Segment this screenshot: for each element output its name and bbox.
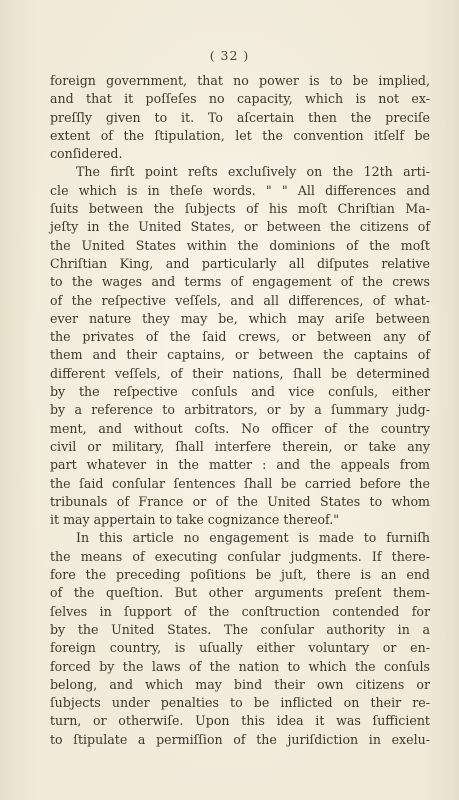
text-line: it may appertain to take cognizance thereof." [50, 512, 340, 528]
text-line: preſſly given to it. To aſcertain then the preciſe [50, 109, 430, 125]
text-line: of the reſpective veſſels, and all differences, of what- [50, 292, 430, 308]
text-line: the ſaid conſular ſentences ſhall be carried before the [50, 475, 430, 491]
text-line: turn, or otherwiſe. Upon this idea it was ſufficient [50, 713, 430, 729]
text-line: and that it poſſeſes no capacity, which is not ex- [50, 91, 430, 107]
text-line: them and their captains, or between the captains of [50, 347, 430, 363]
text-line: by the United States. The conſular authority in a [50, 621, 430, 637]
text-line: In this article no engagement is made to furniſh [76, 530, 430, 546]
text-line: foreign government, that no power is to be implied, [50, 73, 430, 88]
text-line: ſubjects under penalties to be inflicted on their re- [50, 695, 430, 711]
text-line: the means of executing conſular judgments. If there- [50, 548, 430, 564]
text-line: civil or military, ſhall interfere therein, or take any [50, 438, 430, 454]
text-line: belong, and which may bind their own citizens or [50, 676, 430, 692]
text-line: to the wages and terms of engagement of the crews [50, 274, 430, 290]
text-line: the privates of the ſaid crews, or between any of [50, 329, 430, 345]
text-line: tribunals of France or of the United States to whom [50, 493, 430, 509]
text-line: The firſt point reſts excluſively on the 12th arti- [76, 164, 430, 180]
text-line: extent of the ſtipulation, let the convention itſelf be [50, 127, 430, 143]
text-line: by a reference to arbitrators, or by a ſummary judg- [50, 402, 430, 418]
text-line: the United States within the dominions of the moſt [50, 237, 430, 253]
text-line: to ſtipulate a permiſſion of the juriſdiction in exelu- [50, 731, 430, 747]
text-line: of the queſtion. But other arguments preſent them- [50, 585, 430, 601]
page-number: ( 32 ) [209, 48, 250, 63]
body-text [50, 72, 430, 749]
text-line: jeſty in the United States, or between the citizens of [50, 219, 430, 235]
text-line: Chriſtian King, and particularly all diſputes relative [50, 255, 430, 271]
text-line: ment, and without coſts. No officer of the country [50, 420, 430, 436]
text-line: fore the preceding poſitions be juſt, there is an end [50, 567, 430, 583]
text-line: cle which is in theſe words. " " All differences and [50, 182, 430, 198]
text-line: ſuits between the ſubjects of his moſt Chriſtian Ma- [50, 201, 430, 217]
text-line: different veſſels, of their nations, ſhall be determined [50, 365, 430, 381]
text-line: ever nature they may be, which may ariſe between [50, 310, 430, 326]
text-line: forced by the laws of the nation to which the conſuls [50, 658, 430, 674]
text-line: part whatever in the matter : and the appeals from [50, 457, 430, 473]
text-line: by the reſpective conſuls and vice conſuls, either [50, 384, 430, 400]
text-line: foreign country, is uſually either voluntary or en- [50, 640, 430, 656]
text-line: ſelves in ſupport of the conſtruction contended for [50, 603, 430, 619]
text-line: conſidered. [50, 146, 123, 162]
